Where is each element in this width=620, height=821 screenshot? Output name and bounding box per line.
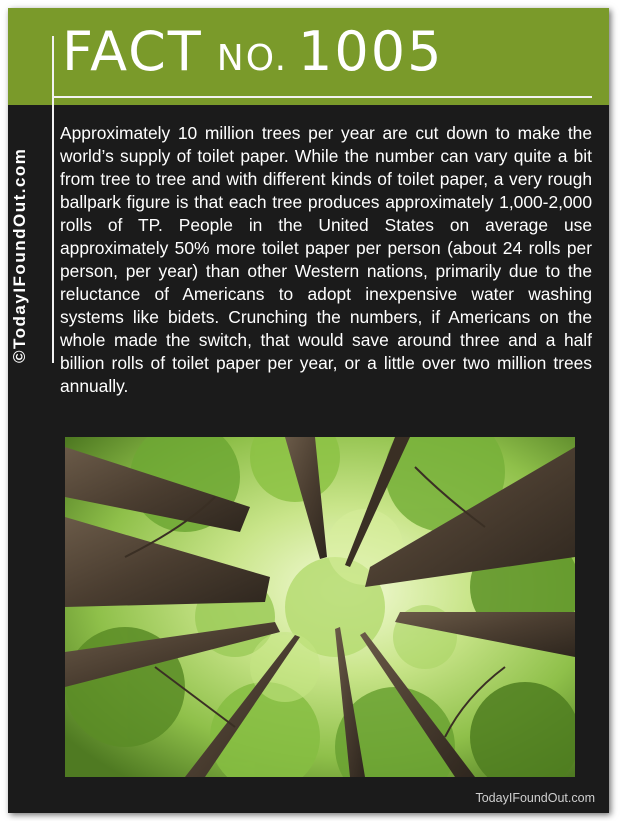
footer-credit: TodayIFoundOut.com <box>475 791 595 805</box>
fact-body-text: Approximately 10 million trees per year are cut down to make the world’s supply of toilet paper. While the number can vary quite a bit from tree to tree and with different kinds of toilet paper, a very rough ballpark figure is that each tree produces approximately 1,000-2,000 rolls of TP. People in the United States on average use approximately 50% more toilet paper per person (about 24 rolls per person, per year) than other Western nations, primarily due to the reluctance of Americans to adopt inexpensive water washing systems like bidets. Crunching the numbers, if Americans on the whole made the switch, that would save around three and a half billion rolls of toilet paper per year, or a little over two million trees annually. <box>60 123 592 396</box>
forest-canopy-photo <box>65 437 575 777</box>
page-title <box>62 20 444 83</box>
sidebar-credit: ©TodayIFoundOut.com <box>10 147 29 363</box>
fact-card <box>8 8 609 813</box>
sidebar-divider <box>52 36 54 363</box>
forest-canopy-illustration <box>65 437 575 777</box>
number-prefix: NO. <box>216 38 289 79</box>
header-divider <box>52 96 592 98</box>
fact-word: FACT <box>62 20 203 83</box>
fact-number: 1005 <box>298 20 444 83</box>
